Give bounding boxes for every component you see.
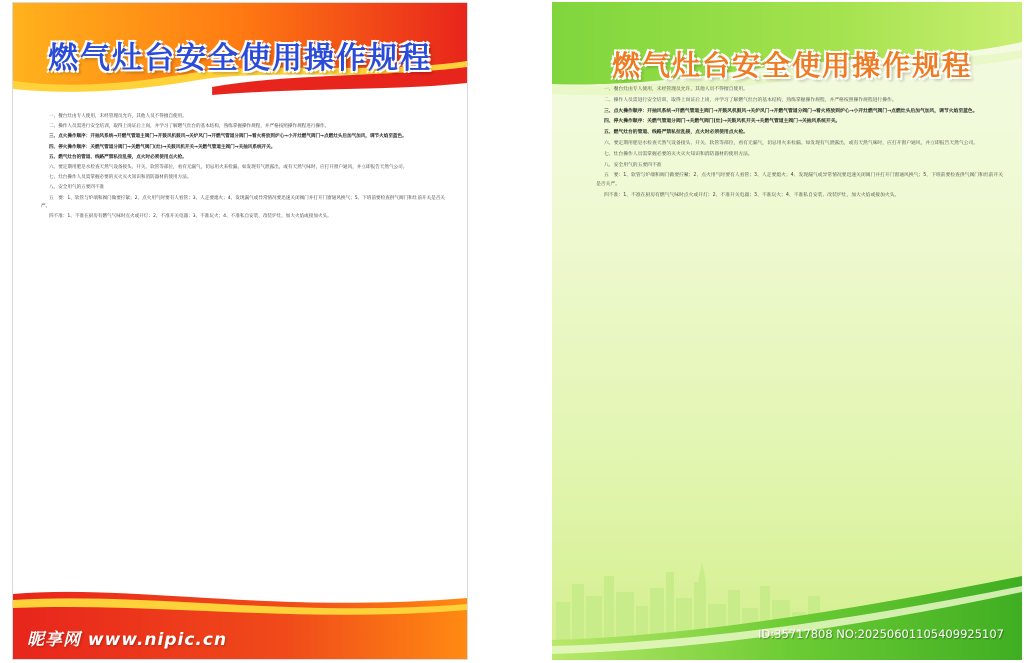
- rule-paragraph: 五 要：1、软管与炉端和阀门做要拧紧；2、点火用气时要有人看管；3、人走要熄火；4、发现漏气或异常情况要迅速关闭阀门并打开门窗通风换气；5、下班前要检查供气阀门和灶前开关是否关严。: [596, 173, 1004, 188]
- rule-paragraph: 八、安全用气的五要四不准: [49, 185, 105, 191]
- poster-red: [12, 2, 468, 660]
- rule-paragraph: 四不准：1、不准在厨房有燃气气味时点火或开灯；2、不准开关电器；3、不准玩火；4、不准私自安装、改装炉灶，加大火焰或接加火头。: [49, 214, 332, 220]
- rule-paragraph: 六、要定期用肥皂水检查天然气设备接头、开关、软管等部位，看有无漏气，切忌用火来检漏。如发现有气泄露出，或有天然气味时，应打开窗户通风，并立即报告天然气公司。: [604, 140, 979, 146]
- rule-paragraph: 二、操作人员需进行安全培训，取得上岗证后上岗，并学习了解燃气灶台的基本结构，熟练掌握操作规程，并严格按照操作规程进行操作。: [49, 124, 330, 130]
- poster-title-green: 燃气灶台安全使用操作规程: [611, 49, 972, 82]
- rules-body-green: [596, 86, 1006, 203]
- poster-green: [552, 2, 1022, 660]
- rule-paragraph: 五 要：1、软管与炉端和阀门做要拧紧；2、点火用气时要有人看管；3、人走要熄火；4、发现漏气或异常情况要迅速关闭阀门并打开门窗通风换气；5、下班前要检查供气阀门和灶前开关是否关严。: [41, 195, 445, 209]
- rules-body: [41, 113, 446, 223]
- rule-paragraph: 七、灶台操作人员需掌握必要的灭火灭火知识和消防器材的使用方法。: [49, 175, 192, 181]
- site-watermark: 昵享网 www.nipic.cn: [27, 630, 228, 650]
- rule-paragraph: 三、点火操作顺序：开抽风系统→开燃气管道主阀门→开鼓风机鼓风→关炉风门→开燃气管道分阀门→看火将放到炉心→小开灶燃气阀门→点燃灶头后加气加风，调节火焰至蓝色。: [604, 108, 978, 114]
- rule-paragraph: 五、燃气灶台的管道、线路严禁私拉乱接，点火时必须使用点火枪。: [49, 154, 187, 160]
- poster-title: 燃气灶台安全使用操作规程: [48, 41, 432, 76]
- rule-paragraph: 六、要定期用肥皂水检查天然气设备接头、开关、软管等部位，看有无漏气，切忌用火来检漏。如发现有气泄露出，或有天然气味时，应打开窗户通风，并立即报告天然气公司。: [49, 165, 408, 171]
- image-id-watermark: ID:35717808 NO:20250601105409925107: [758, 627, 1004, 641]
- rule-paragraph: 七、灶台操作人员需掌握必要的灭火灭火知识和消防器材的使用方法。: [604, 151, 753, 157]
- green-bottom-band: [552, 570, 1022, 660]
- rule-paragraph: 八、安全用气的五要四不准: [604, 162, 662, 168]
- rule-paragraph: 二、操作人员需进行安全培训，取得上岗证后上岗，并学习了解燃气灶台的基本结构，熟练掌握操作规程，并严格按照操作规程进行操作。: [604, 97, 897, 103]
- rule-paragraph: 四不准：1、不准在厨房有燃气气味时点火或开灯；2、不准开关电器；3、不准玩火；4、不准私自安装、改装炉灶，加大火焰或接加火头。: [604, 192, 900, 198]
- rule-paragraph: 三、点火操作顺序：开抽风系统→开燃气管道主阀门→开鼓风机鼓风→关炉风门→开燃气管道分阀门→看火将放到炉心→小开灶燃气阀门→点燃灶头后加气加风，调节火焰至蓝色。: [49, 134, 407, 140]
- rule-paragraph: 四、停火操作顺序：关燃气管道分阀门→关燃气阀门(灶)→关鼓风机开关→关燃气管道主阀门→关抽风系统开关。: [49, 144, 276, 150]
- rule-paragraph: 一、餐台灶由专人使用，未经管理员允许，其他人员不得擅自使用。: [49, 114, 187, 119]
- rule-paragraph: 五、燃气灶台的管道、线路严禁私拉乱接，点火时必须使用点火枪。: [604, 130, 748, 136]
- rule-paragraph: 一、餐台灶由专人使用，未经管理员允许，其他人员不得擅自使用。: [604, 87, 748, 92]
- rule-paragraph: 四、停火操作顺序：关燃气管道分阀门→关燃气阀门(灶)→关鼓风机开关→关燃气管道主阀门→关抽风系统开关。: [604, 119, 841, 125]
